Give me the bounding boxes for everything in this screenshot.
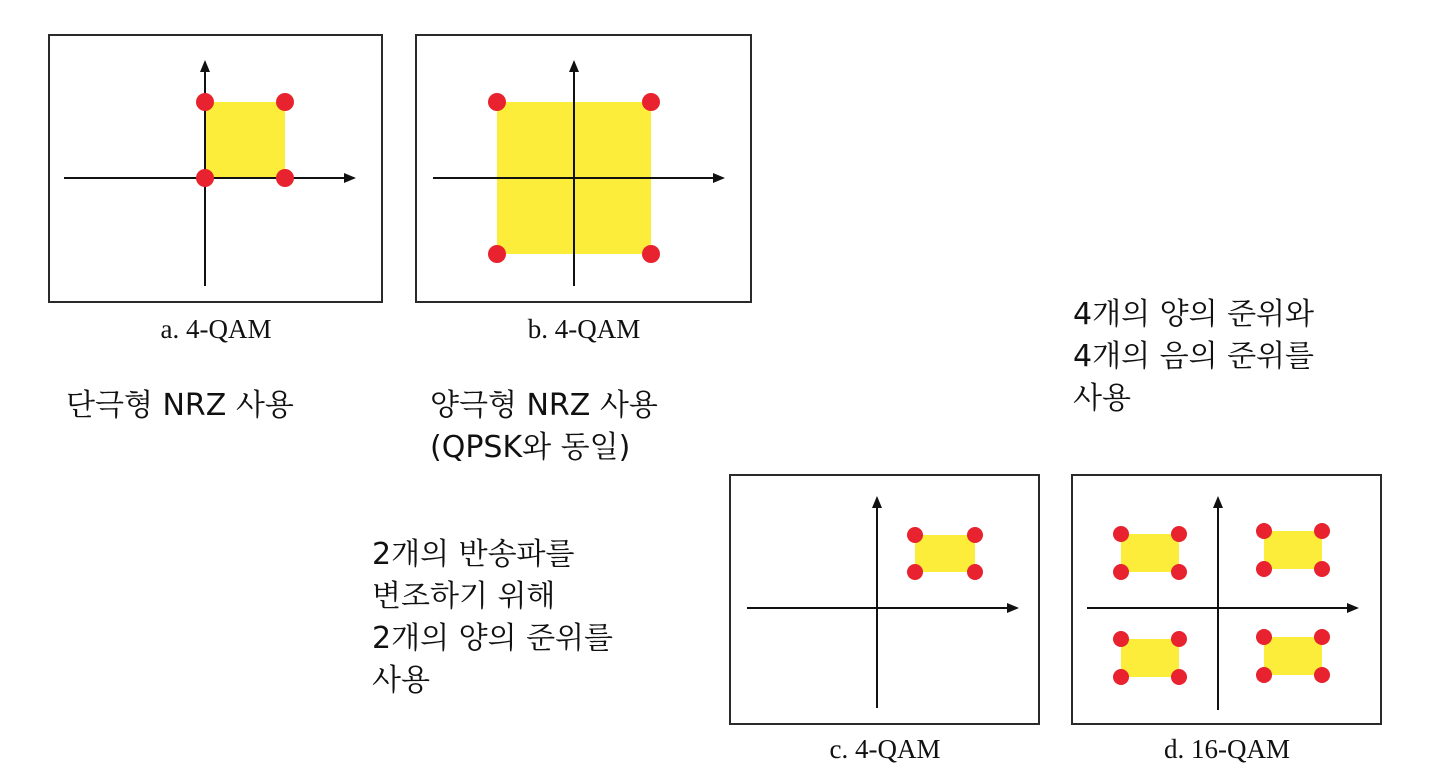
constellation-point <box>907 527 923 543</box>
constellation-point <box>1256 523 1272 539</box>
constellation-point <box>642 245 660 263</box>
constellation-point <box>276 169 294 187</box>
panel-d-diagram <box>1071 474 1383 726</box>
note-a-line: 단극형 NRZ 사용 <box>66 388 294 423</box>
note-a <box>66 385 294 427</box>
constellation-point <box>1256 667 1272 683</box>
constellation-region <box>205 102 285 178</box>
constellation-point <box>488 245 506 263</box>
constellation-point <box>967 564 983 580</box>
constellation-point <box>1113 526 1129 542</box>
panel-a-diagram <box>48 34 384 304</box>
constellation-region <box>1121 639 1179 677</box>
note-c-line: 변조하기 위해 <box>372 579 556 614</box>
panel-frame <box>730 475 1039 724</box>
constellation-point <box>1314 667 1330 683</box>
constellation-point <box>1171 669 1187 685</box>
panel-c-caption: c. 4-QAM <box>829 734 941 764</box>
constellation-point <box>1314 561 1330 577</box>
note-b <box>430 385 658 469</box>
constellation-point <box>488 93 506 111</box>
constellation-point <box>1256 629 1272 645</box>
panel-d-caption: d. 16-QAM <box>1164 734 1290 764</box>
constellation-region <box>1264 637 1322 675</box>
constellation-point <box>1171 564 1187 580</box>
panel-b-caption: b. 4-QAM <box>527 314 641 344</box>
constellation-point <box>1113 631 1129 647</box>
constellation-point <box>1314 523 1330 539</box>
note-c-line: 사용 <box>372 663 430 698</box>
constellation-point <box>967 527 983 543</box>
panel-a-caption: a. 4-QAM <box>160 314 272 344</box>
constellation-region <box>915 535 975 572</box>
note-d-line: 사용 <box>1073 381 1131 416</box>
note-c <box>372 534 613 702</box>
note-b-line: (QPSK와 동일) <box>430 430 631 465</box>
note-b-line: 양극형 NRZ 사용 <box>430 388 658 423</box>
constellation-region <box>1264 531 1322 569</box>
constellation-point <box>196 93 214 111</box>
note-c-line: 2개의 양의 준위를 <box>372 621 614 656</box>
constellation-point <box>276 93 294 111</box>
constellation-point <box>907 564 923 580</box>
constellation-point <box>1314 629 1330 645</box>
constellation-point <box>1113 669 1129 685</box>
constellation-point <box>1171 631 1187 647</box>
note-d <box>1073 294 1314 420</box>
note-c-line: 2개의 반송파를 <box>372 537 575 572</box>
panel-b-diagram <box>415 34 753 304</box>
constellation-point <box>196 169 214 187</box>
panel-frame <box>1072 475 1381 724</box>
constellation-point <box>1256 561 1272 577</box>
constellation-region <box>1121 534 1179 572</box>
panel-c-diagram <box>729 474 1041 726</box>
note-d-line: 4개의 양의 준위와 <box>1073 297 1315 332</box>
constellation-point <box>1113 564 1129 580</box>
constellation-point <box>1171 526 1187 542</box>
constellation-point <box>642 93 660 111</box>
note-d-line: 4개의 음의 준위를 <box>1073 339 1315 374</box>
